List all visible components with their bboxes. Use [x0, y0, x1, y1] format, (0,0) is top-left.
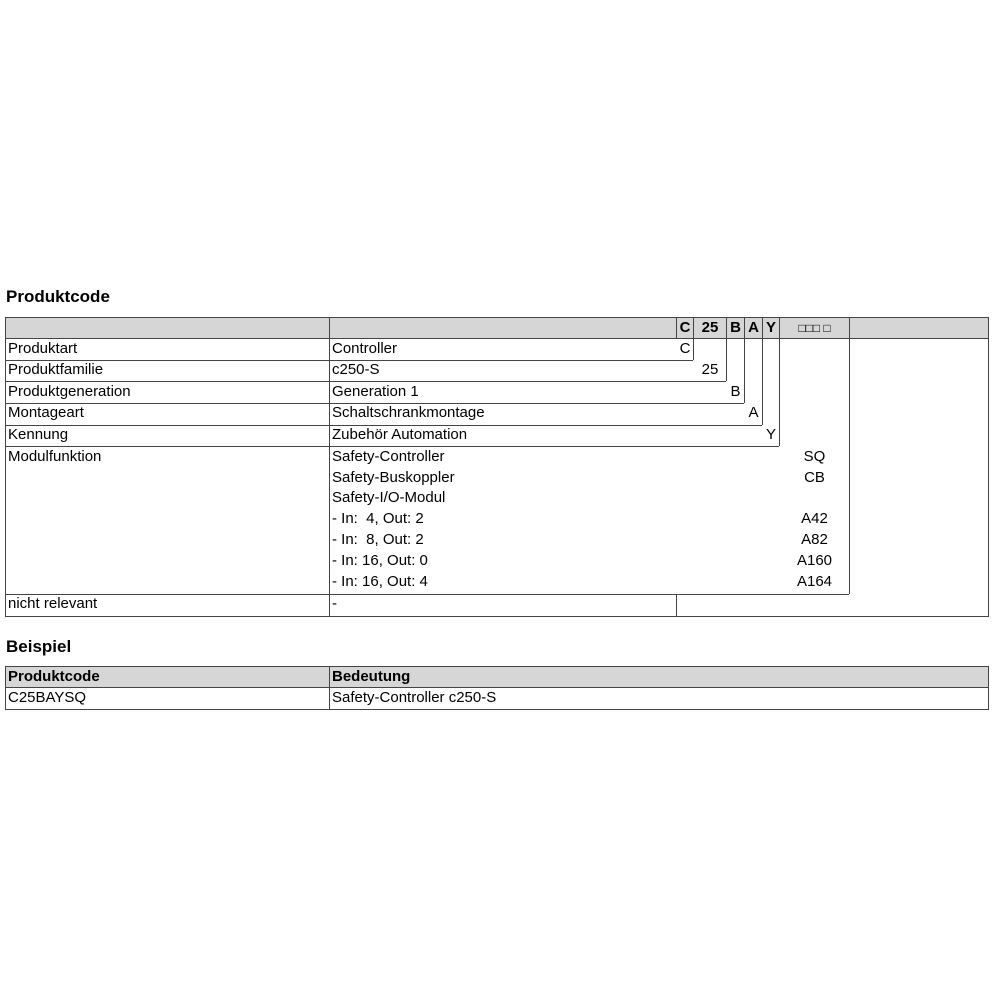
modul-code-cb: CB [804, 469, 825, 486]
row-meaning-kennung: Zubehör Automation [332, 426, 468, 443]
section-heading-beispiel: Beispiel [6, 637, 72, 656]
row-label-kennung: Kennung [8, 426, 69, 443]
example-code: C25BAYSQ [8, 689, 87, 706]
row-meaning-montageart: Schaltschrankmontage [332, 404, 485, 421]
modul-code-sq: SQ [803, 448, 826, 465]
modul-line-in16-out0: - In: 16, Out: 0 [332, 552, 428, 569]
code-header-c: C [679, 319, 691, 336]
row-meaning-nicht-relevant: - [332, 595, 337, 612]
row-code-y: Y [765, 426, 776, 443]
row-label-nicht-relevant: nicht relevant [8, 595, 98, 612]
modul-code-a42: A42 [801, 510, 828, 527]
row-meaning-produktart: Controller [332, 340, 398, 357]
modul-line-in8-out2: - In: 8, Out: 2 [332, 531, 424, 548]
row-label-produktfamilie: Produktfamilie [8, 361, 104, 378]
row-label-produktgeneration: Produktgeneration [8, 383, 131, 400]
modul-code-a160: A160 [796, 552, 833, 569]
modul-code-a82: A82 [801, 531, 828, 548]
example-header-bedeutung: Bedeutung [332, 668, 411, 685]
modul-line-safety-buskoppler: Safety-Buskoppler [332, 469, 455, 486]
code-header-a: A [748, 319, 759, 336]
example-header-produktcode: Produktcode [8, 668, 100, 685]
row-code-b: B [730, 383, 741, 400]
modul-code-a164: A164 [796, 573, 833, 590]
row-code-25: 25 [701, 361, 719, 378]
section-heading-produktcode: Produktcode [6, 287, 110, 306]
example-meaning: Safety-Controller c250-S [332, 689, 497, 706]
modul-line-in16-out4: - In: 16, Out: 4 [332, 573, 428, 590]
row-meaning-produktfamilie: c250-S [332, 361, 380, 378]
row-label-montageart: Montageart [8, 404, 84, 421]
modul-line-in4-out2: - In: 4, Out: 2 [332, 510, 424, 527]
row-meaning-produktgeneration: Generation 1 [332, 383, 419, 400]
row-label-modulfunktion: Modulfunktion [8, 448, 102, 465]
modul-line-safety-controller: Safety-Controller [332, 448, 445, 465]
code-header-y: Y [765, 319, 776, 336]
code-header-b: B [730, 319, 741, 336]
row-code-c: C [679, 340, 691, 357]
modul-line-safety-io-modul: Safety-I/O-Modul [332, 489, 446, 506]
code-header-placeholder: □□□ □ [798, 321, 831, 335]
row-label-produktart: Produktart [8, 340, 78, 357]
row-code-a: A [748, 404, 759, 421]
code-header-25: 25 [701, 319, 719, 336]
